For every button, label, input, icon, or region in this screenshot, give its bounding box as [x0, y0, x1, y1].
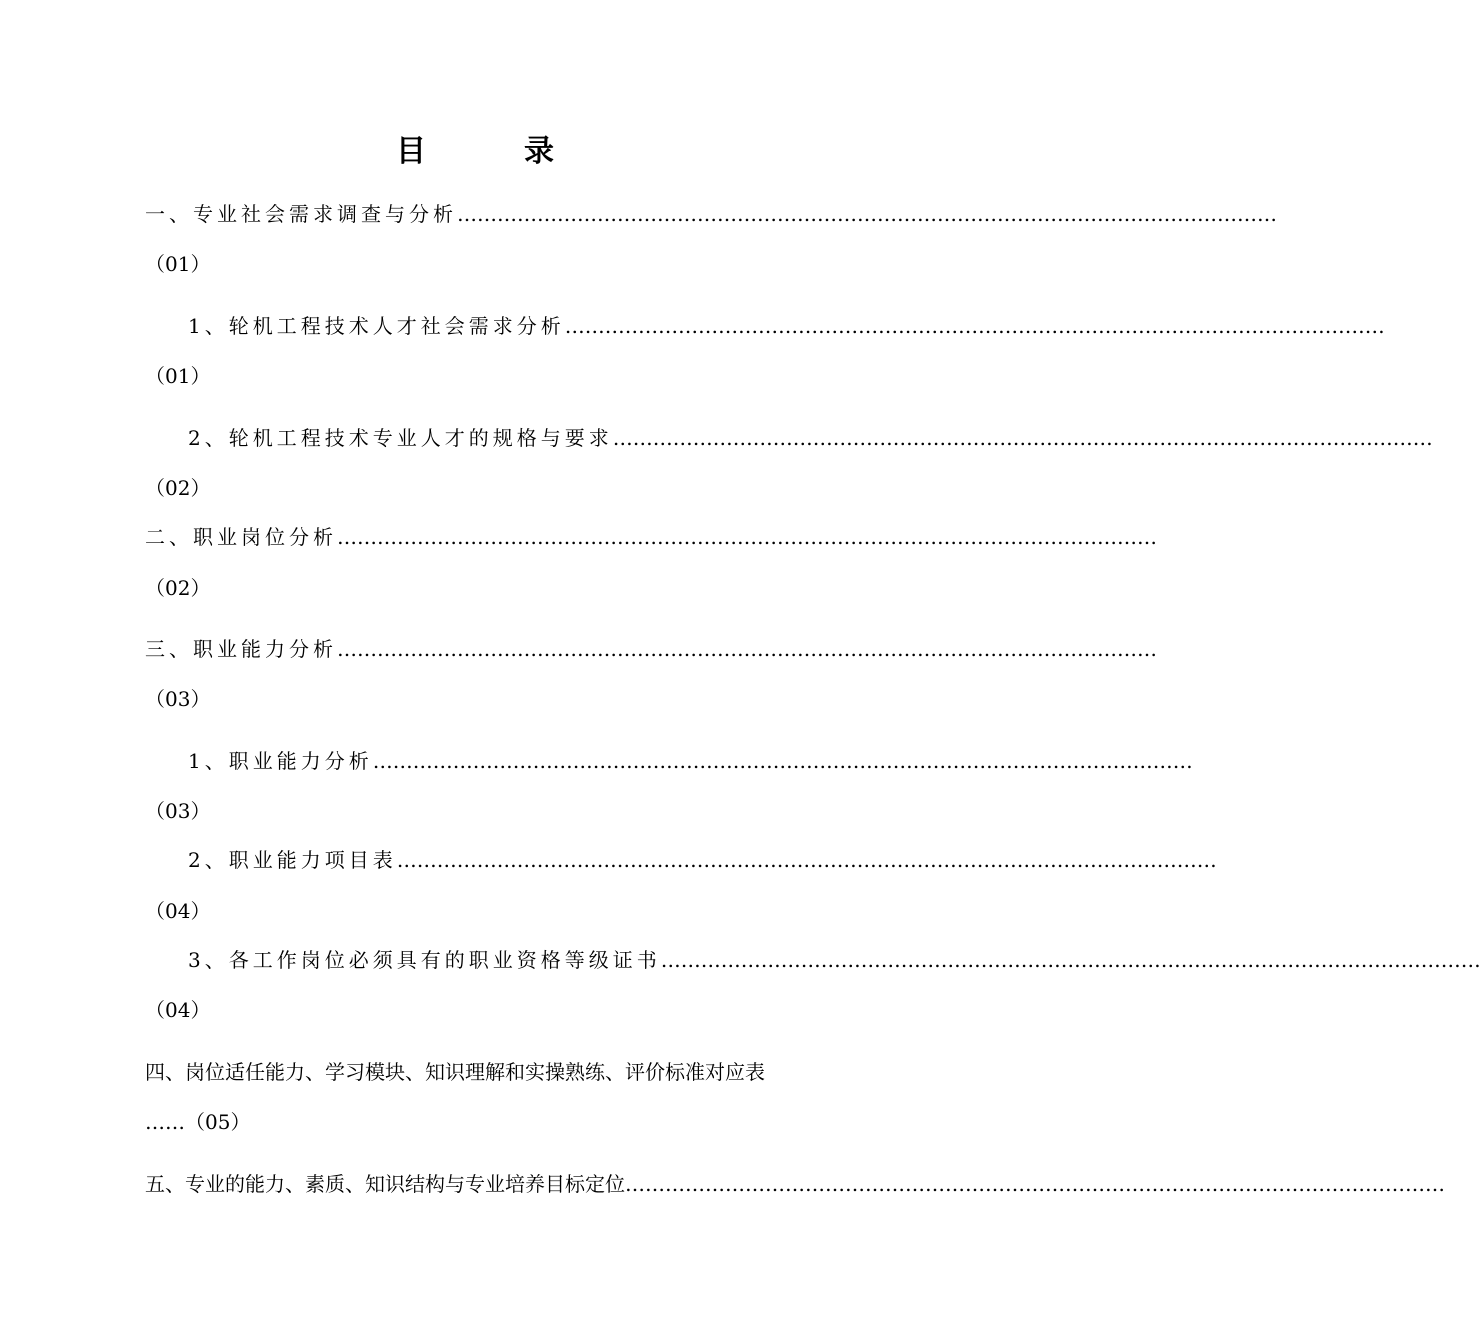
toc-leader-dots: …………………………………………………………………………………………………………… — [337, 525, 1157, 549]
toc-entry-text: 1、职业能力分析 — [188, 749, 373, 773]
toc-page-number: （02） — [145, 576, 211, 600]
toc-entry-3-1[interactable] — [188, 746, 1193, 776]
toc-entry-1-2[interactable] — [188, 423, 1433, 453]
page-title: 目 录 — [396, 134, 588, 169]
toc-entry-text: 三、职业能力分析 — [145, 637, 337, 661]
toc-page-number: （04） — [145, 998, 211, 1022]
toc-entry-text: 2、职业能力项目表 — [188, 848, 397, 872]
toc-page-number: （04） — [145, 899, 211, 923]
toc-leader-dots: …………………………………………………………………………………………………………… — [396, 848, 1217, 872]
toc-leader-dots: …………………………………………………………………………………………………………… — [612, 426, 1433, 450]
toc-entry-1-1[interactable] — [188, 311, 1385, 341]
toc-entry-text: 五、专业的能力、素质、知识结构与专业培养目标定位 — [145, 1172, 625, 1196]
toc-entry-text: 1、轮机工程技术人才社会需求分析 — [188, 314, 565, 338]
toc-entry-text: 3、各工作岗位必须具有的职业资格等级证书 — [188, 948, 661, 972]
toc-entry-2[interactable] — [145, 522, 1157, 552]
toc-leader-dots: …………………………………………………………………………………………………………… — [660, 948, 1481, 972]
toc-leader-dots: …………………………………………………………………………………………………………… — [564, 314, 1385, 338]
toc-entry-3-2[interactable] — [188, 845, 1217, 875]
toc-entry-text: 2、轮机工程技术专业人才的规格与要求 — [188, 426, 613, 450]
toc-entry-3[interactable] — [145, 634, 1157, 664]
toc-page-number: （01） — [145, 364, 211, 388]
toc-page-number: （02） — [145, 476, 211, 500]
toc-page-number: （03） — [145, 687, 211, 711]
toc-entry-text: 一、专业社会需求调查与分析 — [145, 202, 457, 226]
toc-page-number: ……（05） — [145, 1110, 251, 1134]
toc-leader-dots: …………………………………………………………………………………………………………… — [457, 202, 1277, 226]
toc-entry-3-3[interactable] — [188, 945, 1481, 975]
toc-leader-dots: …………………………………………………………………………………………………………… — [337, 637, 1157, 661]
toc-entry-text: 二、职业岗位分析 — [145, 525, 337, 549]
toc-entry-1[interactable] — [145, 199, 1277, 229]
toc-leader-dots: …………………………………………………………………………………………………………… — [625, 1172, 1445, 1196]
toc-entry-text: 四、岗位适任能力、学习模块、知识理解和实操熟练、评价标准对应表 — [145, 1060, 765, 1084]
toc-entry-5[interactable] — [145, 1169, 1445, 1199]
toc-page-number: （03） — [145, 799, 211, 823]
toc-entry-4[interactable] — [145, 1057, 807, 1087]
toc-page-number: （01） — [145, 252, 211, 276]
toc-leader-dots: …………………………………………………………………………………………………………… — [372, 749, 1193, 773]
